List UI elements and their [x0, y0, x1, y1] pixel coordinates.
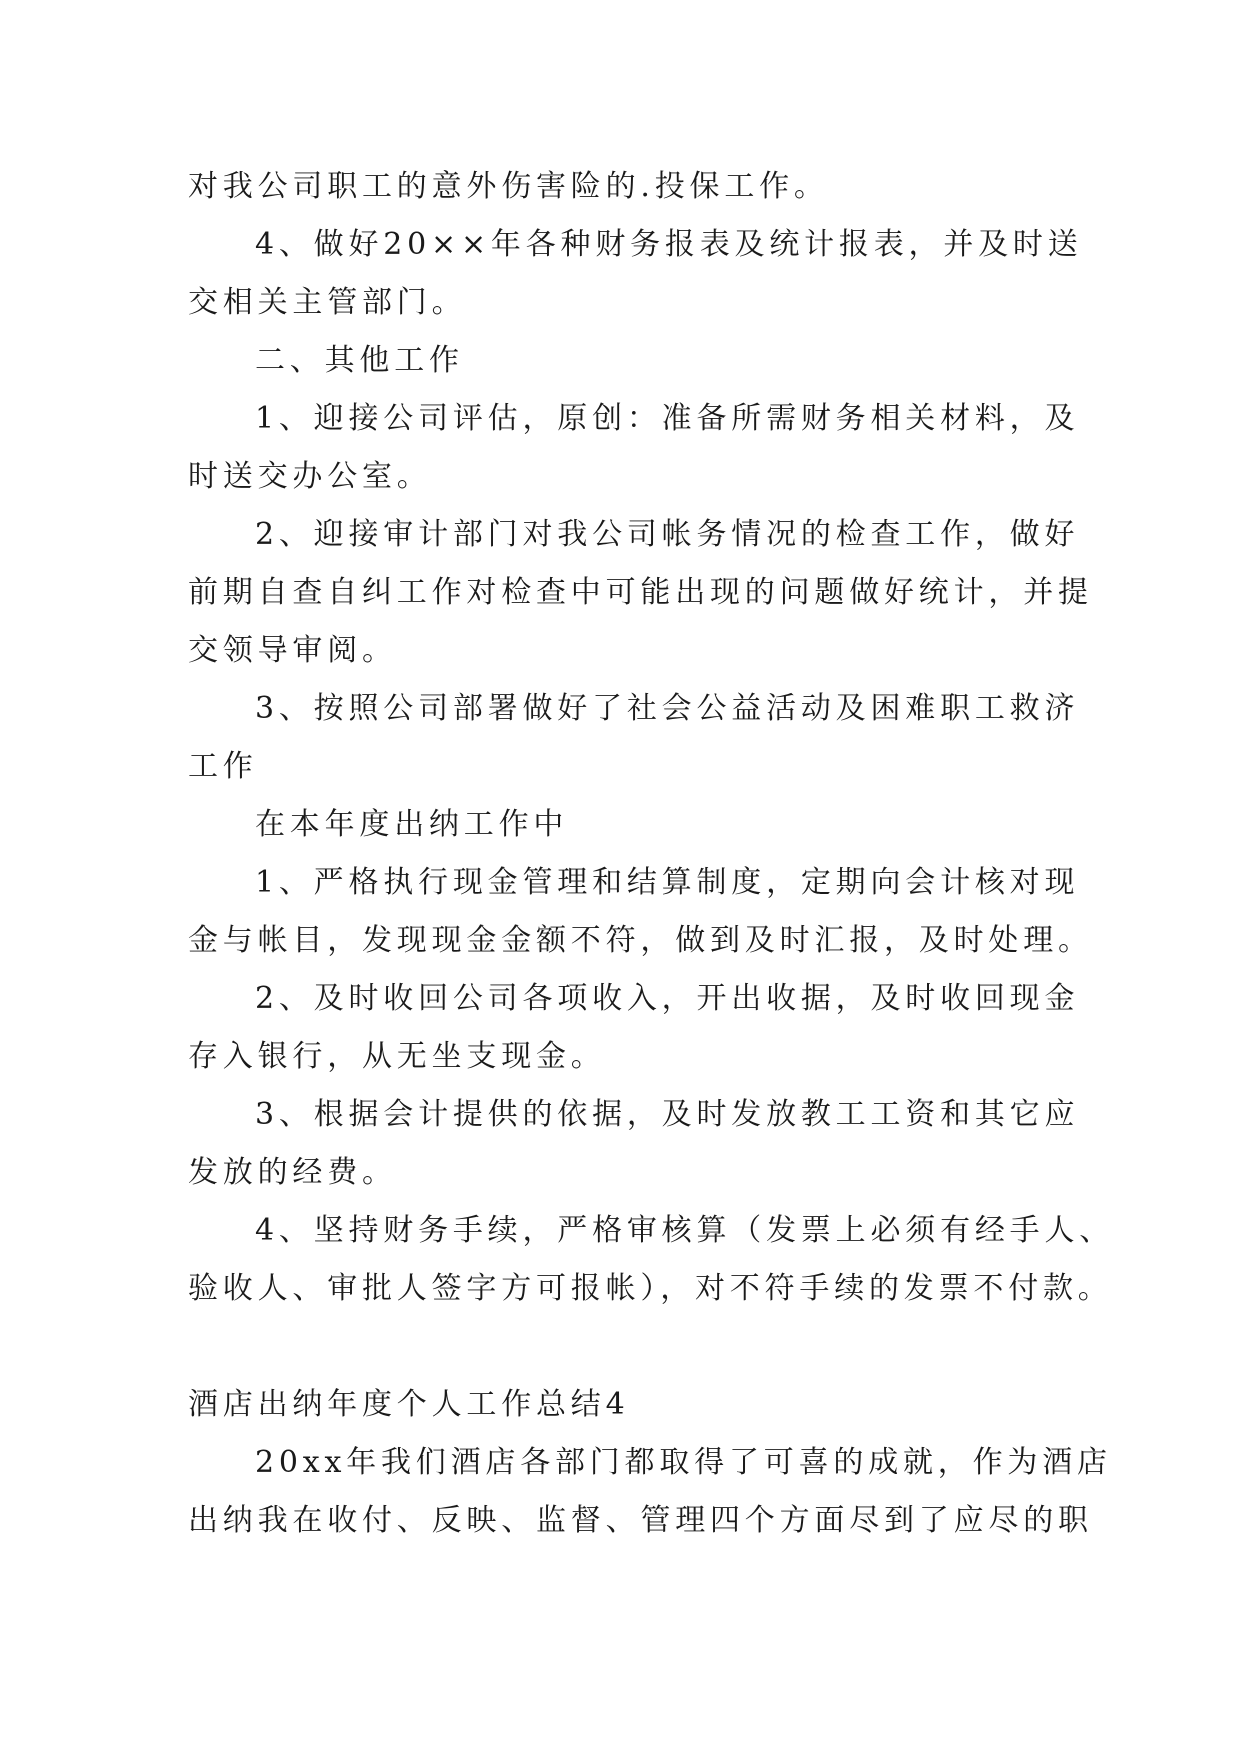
section-heading: 酒店出纳年度个人工作总结4 [188, 1387, 630, 1422]
text-line: 3、按照公司部署做好了社会公益活动及困难职工救济 [255, 691, 1080, 726]
text-line: 4、坚持财务手续，严格审核算（发票上必须有经手人、 [255, 1213, 1115, 1248]
text-line: 前期自查自纠工作对检查中可能出现的问题做好统计，并提 [188, 575, 1093, 610]
text-line: 2、及时收回公司各项收入，开出收据，及时收回现金 [255, 981, 1080, 1016]
text-line: 交领导审阅。 [188, 633, 397, 668]
section-spacer [188, 1318, 1058, 1376]
text-line: 发放的经费。 [188, 1155, 397, 1190]
text-line: 20xx年我们酒店各部门都取得了可喜的成就，作为酒店 [255, 1445, 1112, 1480]
text-line: 2、迎接审计部门对我公司帐务情况的检查工作，做好 [255, 517, 1080, 552]
text-line: 出纳我在收付、反映、监督、管理四个方面尽到了应尽的职 [188, 1503, 1093, 1538]
text-line: 金与帐目，发现现金金额不符，做到及时汇报，及时处理。 [188, 923, 1093, 958]
document-body [188, 158, 1115, 1550]
text-line: 工作 [188, 749, 258, 784]
text-line: 交相关主管部门。 [188, 285, 467, 320]
text-line: 时送交办公室。 [188, 459, 432, 494]
subheading-line: 二、其他工作 [255, 343, 464, 378]
text-line: 1、迎接公司评估，原创：准备所需财务相关材料，及 [255, 401, 1080, 436]
text-line: 验收人、审批人签字方可报帐），对不符手续的发票不付款。 [188, 1271, 1113, 1306]
text-line: 对我公司职工的意外伤害险的.投保工作。 [188, 169, 829, 204]
subheading-line: 在本年度出纳工作中 [255, 807, 569, 842]
text-line: 4、做好20××年各种财务报表及统计报表，并及时送 [255, 227, 1083, 262]
text-line: 存入银行，从无坐支现金。 [188, 1039, 606, 1074]
text-line: 1、严格执行现金管理和结算制度，定期向会计核对现 [255, 865, 1080, 900]
text-line: 3、根据会计提供的依据，及时发放教工工资和其它应 [255, 1097, 1080, 1132]
